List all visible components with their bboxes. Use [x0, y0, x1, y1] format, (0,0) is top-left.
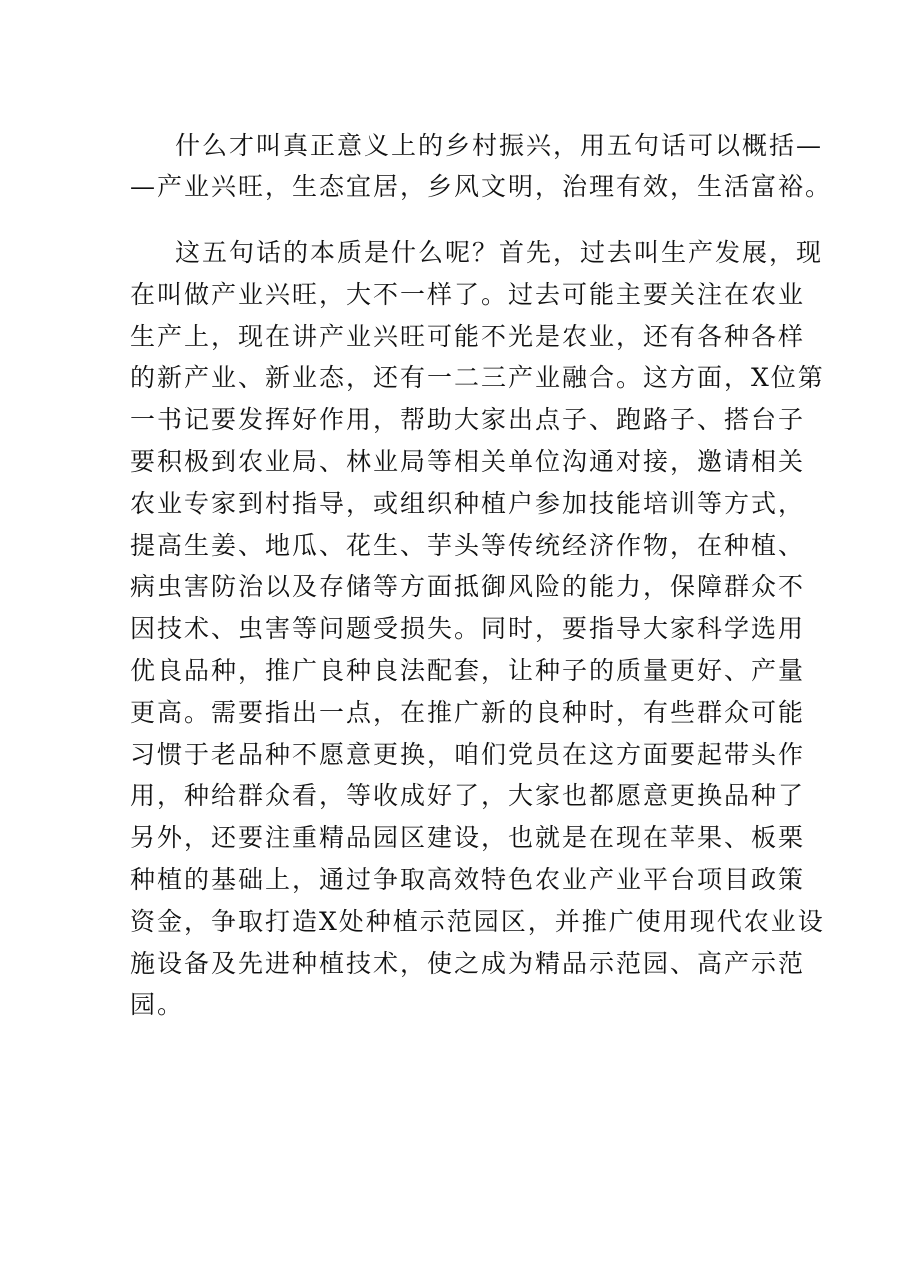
paragraph-line: 一书记要发挥好作用，帮助大家出点子、跑路子、搭台子 — [130, 405, 806, 435]
paragraph-line: 在叫做产业兴旺，大不一样了。过去可能主要关注在农业 — [130, 279, 806, 309]
paragraph-line: 更高。需要指出一点，在推广新的良种时，有些群众可能 — [130, 697, 806, 727]
paragraph-line: 优良品种，推广良种良法配套，让种子的质量更好、产量 — [130, 655, 806, 685]
paragraph-line: 资金，争取打造X处种植示范园区，并推广使用现代农业设 — [130, 906, 825, 936]
paragraph-line: 另外，还要注重精品园区建设，也就是在现在苹果、板栗 — [130, 823, 806, 853]
paragraph-line: 用，种给群众看，等收成好了，大家也都愿意更换品种了 — [130, 781, 806, 811]
paragraph-line: 施设备及先进种植技术，使之成为精品示范园、高产示范 — [130, 948, 806, 978]
paragraph-line: —产业兴旺，生态宜居，乡风文明，治理有效，生活富裕。 — [130, 172, 833, 201]
paragraph-line: 种植的基础上，通过争取高效特色农业产业平台项目政策 — [130, 864, 806, 894]
paragraph-line: 要积极到农业局、林业局等相关单位沟通对接，邀请相关 — [130, 446, 806, 476]
paragraph-five-sentences-essence — [130, 232, 825, 1026]
paragraph-line: 生产上，现在讲产业兴旺可能不光是农业，还有各种各样 — [130, 321, 806, 351]
paragraph-line: 什么才叫真正意义上的乡村振兴，用五句话可以概括— — [175, 131, 824, 160]
paragraph-line: 提高生姜、地瓜、花生、芋头等传统经济作物，在种植、 — [130, 530, 806, 560]
paragraph-line: 因技术、虫害等问题受损失。同时，要指导大家科学选用 — [130, 614, 806, 644]
paragraph-line: 这五句话的本质是什么呢？首先，过去叫生产发展，现 — [175, 238, 824, 267]
paragraph-line: 园。 — [130, 990, 185, 1020]
paragraph-line: 习惯于老品种不愿意更换，咱们党员在这方面要起带头作 — [130, 739, 806, 769]
paragraph-line: 农业专家到村指导，或组织种植户参加技能培训等方式， — [130, 488, 806, 518]
paragraph-rural-revitalization — [130, 125, 833, 207]
paragraph-line: 的新产业、新业态，还有一二三产业融合。这方面，X位第 — [130, 363, 825, 393]
paragraph-line: 病虫害防治以及存储等方面抵御风险的能力，保障群众不 — [130, 572, 806, 602]
